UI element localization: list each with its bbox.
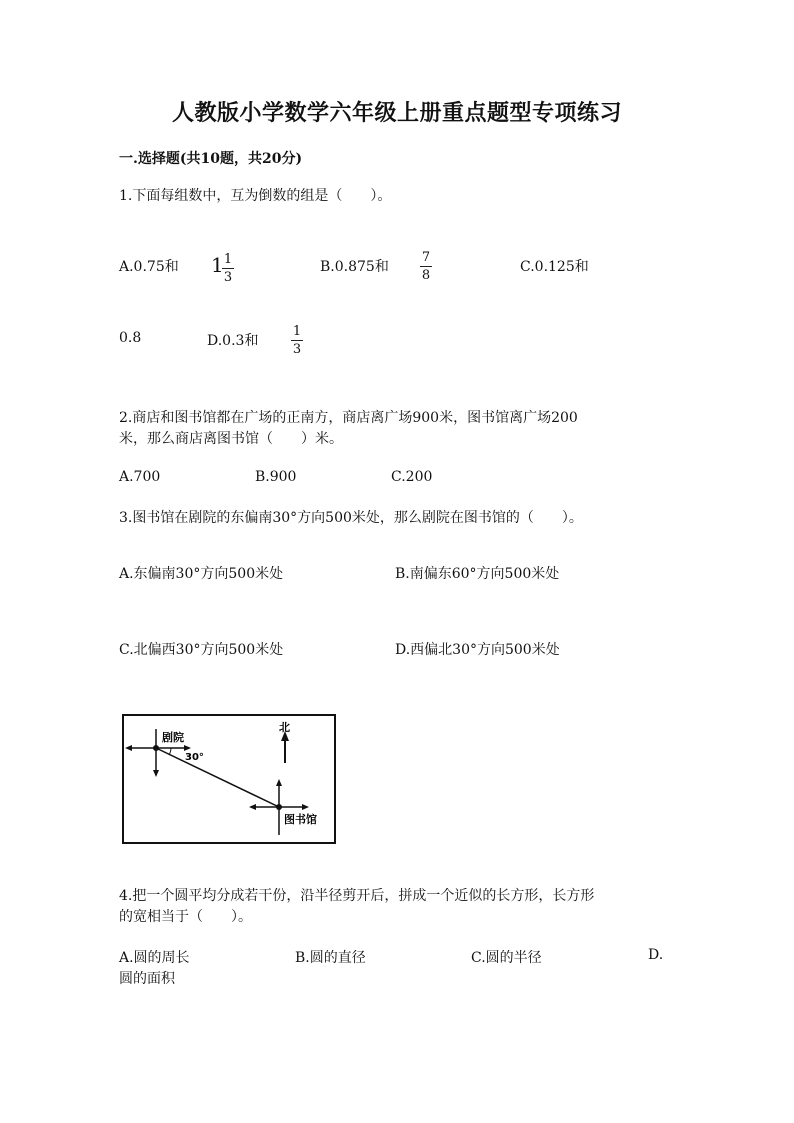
q3-option-c: C.北偏西30°方向500米处 bbox=[119, 642, 284, 658]
q1-option-a-whole: 1 bbox=[211, 253, 224, 277]
q4-option-b: B.圆的直径 bbox=[295, 950, 366, 966]
question-2-stem-line1: 2.商店和图书馆都在广场的正南方，商店离广场900米，图书馆离广场200 bbox=[119, 410, 578, 426]
q1-option-b-text: B.0.875和 bbox=[320, 259, 389, 275]
question-3-stem: 3.图书馆在剧院的东偏南30°方向500米处，那么剧院在图书馆的（ ）。 bbox=[119, 510, 583, 526]
q4-option-c: C.圆的半径 bbox=[471, 950, 542, 966]
fraction-bar bbox=[420, 266, 432, 267]
q3-option-b: B.南偏东60°方向500米处 bbox=[395, 566, 560, 582]
fraction-denominator: 8 bbox=[421, 268, 431, 283]
q1-option-c-text: C.0.125和 bbox=[520, 259, 589, 275]
north-label: 北 bbox=[279, 721, 290, 734]
q2-option-c: C.200 bbox=[391, 469, 433, 485]
library-compass bbox=[249, 779, 309, 835]
fraction-denominator: 3 bbox=[223, 270, 233, 285]
q1-option-d-fraction bbox=[291, 324, 303, 357]
q1-option-b-fraction bbox=[420, 250, 432, 283]
angle-label: 30° bbox=[185, 752, 204, 763]
direction-diagram bbox=[119, 711, 339, 847]
q1-option-a-text: A.0.75和 bbox=[119, 259, 179, 275]
theater-label: 剧院 bbox=[162, 731, 184, 744]
fraction-numerator: 7 bbox=[421, 250, 431, 265]
fraction-numerator: 1 bbox=[223, 252, 233, 267]
q2-option-a: A.700 bbox=[119, 469, 161, 485]
q1-option-c-continued: 0.8 bbox=[119, 330, 142, 346]
fraction-bar bbox=[222, 268, 234, 269]
question-1-stem: 1.下面每组数中，互为倒数的组是（ ）。 bbox=[119, 188, 392, 204]
question-2-stem-line2: 米，那么商店离图书馆（ ）米。 bbox=[119, 431, 343, 447]
q2-option-b: B.900 bbox=[255, 469, 297, 485]
q1-option-d-text: D.0.3和 bbox=[207, 333, 259, 349]
q4-option-d-label: D. bbox=[648, 947, 664, 963]
q3-option-d: D.西偏北30°方向500米处 bbox=[395, 642, 560, 658]
q1-option-a-fraction bbox=[222, 252, 234, 285]
question-4-stem-line1: 4.把一个圆平均分成若干份，沿半径剪开后，拼成一个近似的长方形，长方形 bbox=[119, 888, 595, 904]
library-label: 图书馆 bbox=[284, 813, 317, 826]
fraction-numerator: 1 bbox=[292, 324, 302, 339]
question-4-stem-line2: 的宽相当于（ ）。 bbox=[119, 909, 252, 925]
q3-option-a: A.东偏南30°方向500米处 bbox=[119, 566, 284, 582]
fraction-denominator: 3 bbox=[292, 342, 302, 357]
connecting-line bbox=[156, 748, 279, 807]
section-heading: 一.选择题(共10题，共20分) bbox=[119, 151, 303, 167]
q4-option-d-text: 圆的面积 bbox=[119, 971, 175, 987]
page-title: 人教版小学数学六年级上册重点题型专项练习 bbox=[171, 100, 622, 126]
q4-option-a: A.圆的周长 bbox=[119, 950, 190, 966]
fraction-bar bbox=[291, 340, 303, 341]
north-arrow bbox=[281, 731, 289, 763]
